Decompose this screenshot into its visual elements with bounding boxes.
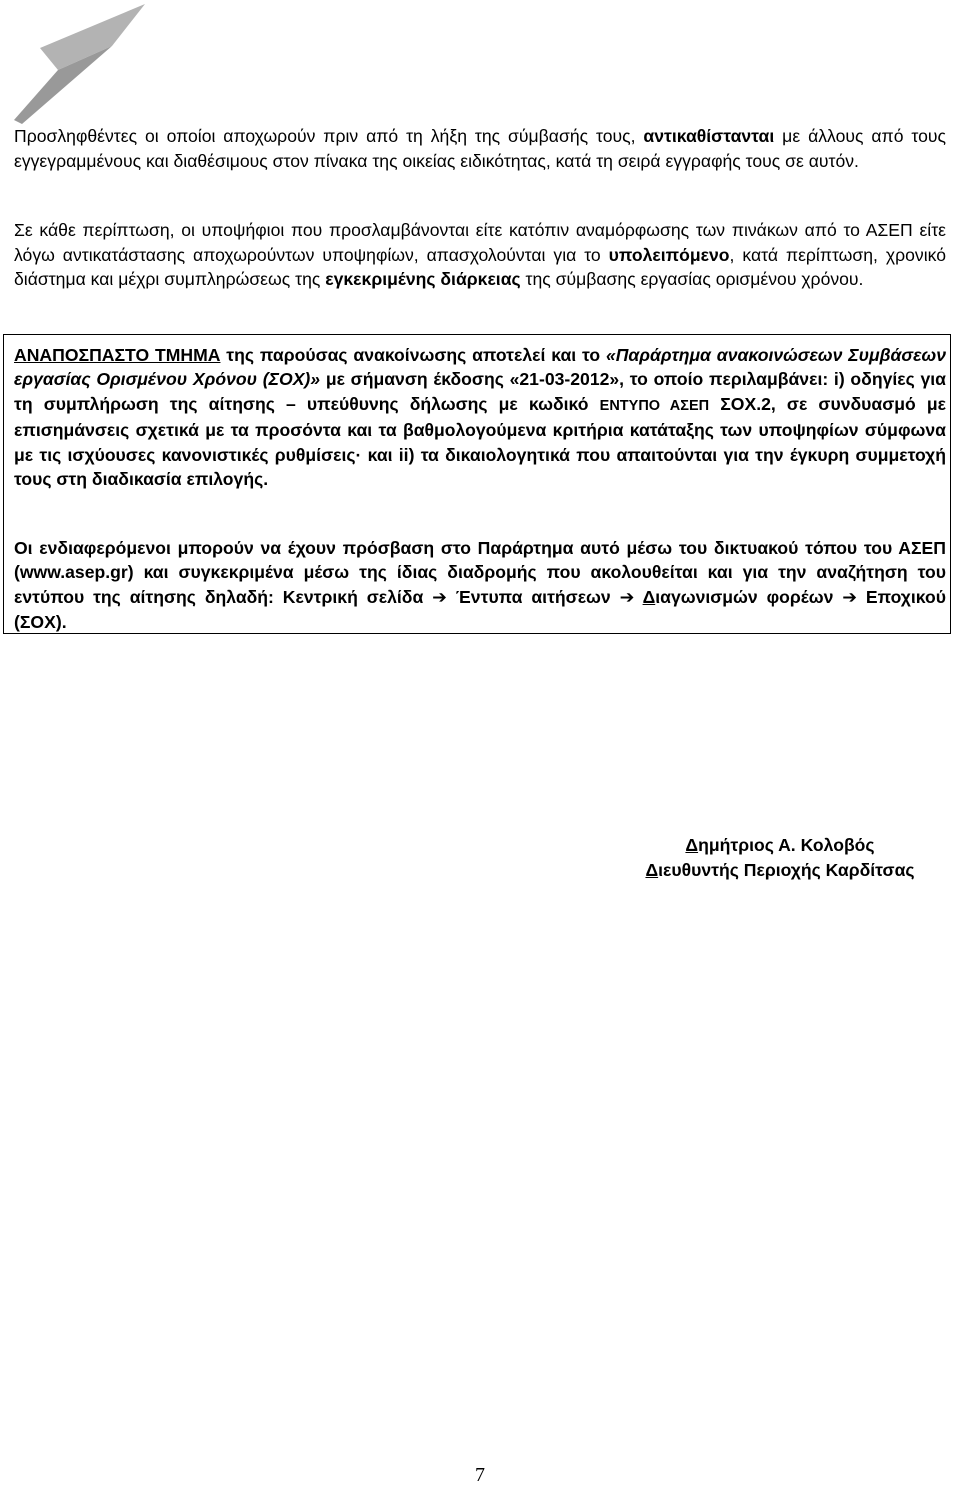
paragraph-employment-duration	[14, 218, 946, 292]
paragraph-access-info	[14, 536, 946, 635]
signature-title	[600, 857, 960, 883]
text: της παρούσας ανακοίνωσης αποτελεί και το	[220, 345, 606, 365]
text: της σύμβασης εργασίας ορισμένου χρόνου.	[520, 269, 864, 289]
text: Οι ενδιαφερόμενοι μπορούν να έχουν πρόσβαση στο Παράρτημα αυτό μέσω του δικτυακού τόπου του ΑΣΕΠ (www.asep.gr) και συγκεκριμένα μέσω της ίδιας διαδρομής που ακολουθείται και για την αναζήτηση του εντύπου της αίτησης δηλαδή: Κεντρική σελίδα	[14, 538, 946, 607]
bold-text: υπολειπόμενο	[608, 244, 730, 265]
text: ιαγωνισμών φορέων	[655, 586, 843, 607]
page-number: 7	[475, 1464, 485, 1486]
text: ημήτριος Α. Κολοβός	[698, 835, 875, 855]
logo-icon	[0, 0, 150, 128]
text: ιευθυντής Περιοχής Καρδίτσας	[658, 860, 915, 880]
paragraph-detachable-annex	[14, 343, 946, 491]
arrow-right-icon: ➔	[842, 587, 858, 608]
text: ΣΟΧ.2, σε συνδυασμό με επισημάνσεις σχετικά με τα προσόντα και τα βαθμολογούμενα κριτήρια κατάταξης των υποψηφίων σύμφωνα με τις ισχύουσες κανονιστικές ρυθμίσεις· και ii) τα δικαιολογητικά που απαιτούνται για την έγκυρη συμμετοχή τους στη διαδικασία επιλογής.	[14, 393, 946, 490]
italic-annex-title: «Παράρτημα ανακοινώσεων Συμβάσεων εργασίας Ορισμένου Χρόνου (ΣΟΧ)»	[14, 345, 946, 390]
text: , κατά περίπτωση, χρονικό διάστημα και μέχρι συμπληρώσεως της	[14, 244, 946, 289]
underlined-initial: Δ	[642, 586, 656, 607]
text: με άλλους από τους εγγεγραμμένους και διαθέσιμους στον πίνακα της οικείας ειδικότητας, κατά τη σειρά εγγραφής τους σε αυτόν.	[14, 126, 946, 171]
text: με σήμανση έκδοσης «21-03-2012», το οποίο περιλαμβάνει: i) οδηγίες για τη συμπλήρωση της αίτησης – υπεύθυνης δήλωσης με κωδικό	[14, 369, 946, 414]
underlined-heading: ΑΝΑΠΟΣΠΑΣΤΟ ΤΜΗΜΑ	[14, 345, 221, 365]
text: Προσληφθέντες οι οποίοι αποχωρούν πριν από τη λήξη της σύμβασής τους,	[14, 126, 644, 146]
underlined-initial: Δ	[645, 860, 659, 880]
arrow-right-icon: ➔	[619, 587, 635, 608]
arrow-right-icon: ➔	[432, 587, 447, 608]
text: Έντυπα αιτήσεων	[446, 586, 620, 607]
signature-name	[600, 832, 960, 858]
paragraph-replacement	[14, 124, 946, 173]
text: Σε κάθε περίπτωση, οι υποψήφιοι που προσλαμβάνονται είτε κατόπιν αναμόρφωσης των πινάκων από το ΑΣΕΠ είτε λόγω αντικατάστασης αποχωρούντων υποψηφίων, απασχολούνται για το	[14, 220, 946, 265]
underlined-initial: Δ	[685, 835, 699, 855]
form-code: ΕΝΤΥΠΟ ΑΣΕΠ	[599, 397, 710, 414]
bold-text: εγκεκριμένης διάρκειας	[325, 269, 521, 289]
bold-text: αντικαθίστανται	[643, 126, 775, 146]
text: Εποχικού (ΣΟΧ).	[14, 586, 946, 633]
